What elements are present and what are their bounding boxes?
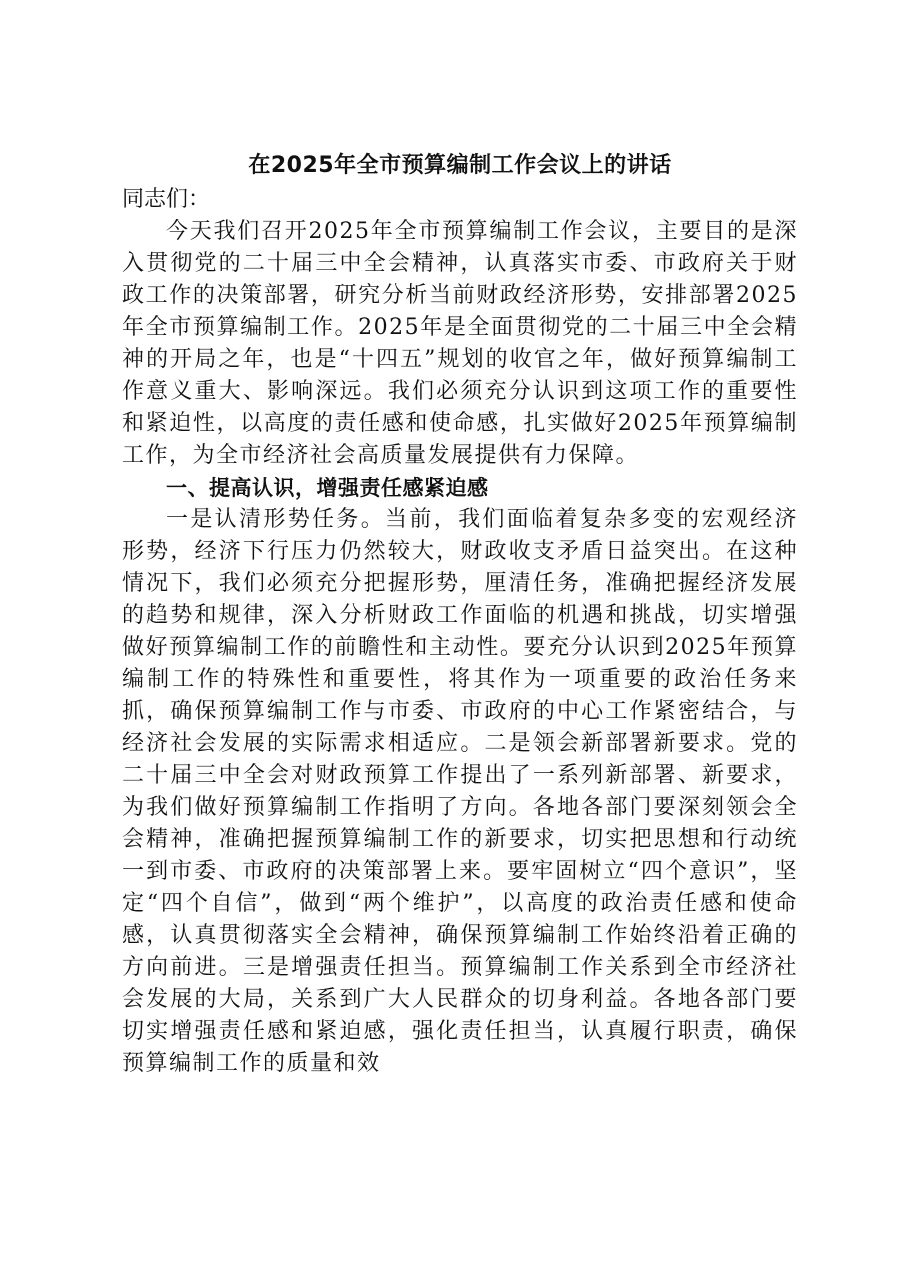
intro-paragraph: 今天我们召开2025年全市预算编制工作会议，主要目的是深入贯彻党的二十届三中全会精神，认真落实市委、市政府关于财政工作的决策部署，研究分析当前财政经济形势，安排部署2025年全市预算编制工作。2025年是全面贯彻党的二十届三中全会精神的开局之年，也是“十四五”规划的收官之年，做好预算编制工作意义重大、影响深远。我们必须充分认识到这项工作的重要性和紧迫性，以高度的责任感和使命感，扎实做好2025年预算编制工作，为全市经济社会高质量发展提供有力保障。 xyxy=(122,219,798,468)
document-title: 在2025年全市预算编制工作会议上的讲话 xyxy=(248,153,672,178)
section-paragraph: 一是认清形势任务。当前，我们面临着复杂多变的宏观经济形势，经济下行压力仍然较大，财政收支矛盾日益突出。在这种情况下，我们必须充分把握形势，厘清任务，准确把握经济发展的趋势和规律，深入分析财政工作面临的机遇和挑战，切实增强做好预算编制工作的前瞻性和主动性。要充分认识到2025年预算编制工作的特殊性和重要性，将其作为一项重要的政治任务来抓，确保预算编制工作与市委、市政府的中心工作紧密结合，与经济社会发展的实际需求相适应。二是领会新部署新要求。党的二十届三中全会对财政预算工作提出了一系列新部署、新要求，为我们做好预算编制工作指明了方向。各地各部门要深刻领会全会精神，准确把握预算编制工作的新要求，切实把思想和行动统一到市委、市政府的决策部署上来。要牢固树立“四个意识”，坚定“四个自信”，做到“两个维护”，以高度的政治责任感和使命感，认真贯彻落实全会精神，确保预算编制工作始终沿着正确的方向前进。三是增强责任担当。预算编制工作关系到全市经济社会发展的大局，关系到广大人民群众的切身利益。各地各部门要切实增强责任感和紧迫感，强化责任担当，认真履行职责，确保预算编制工作的质量和效 xyxy=(122,507,798,1076)
document-body xyxy=(122,148,798,1080)
section-heading: 一、提高认识，增强责任感紧迫感 xyxy=(166,476,489,500)
salutation: 同志们： xyxy=(122,187,211,212)
